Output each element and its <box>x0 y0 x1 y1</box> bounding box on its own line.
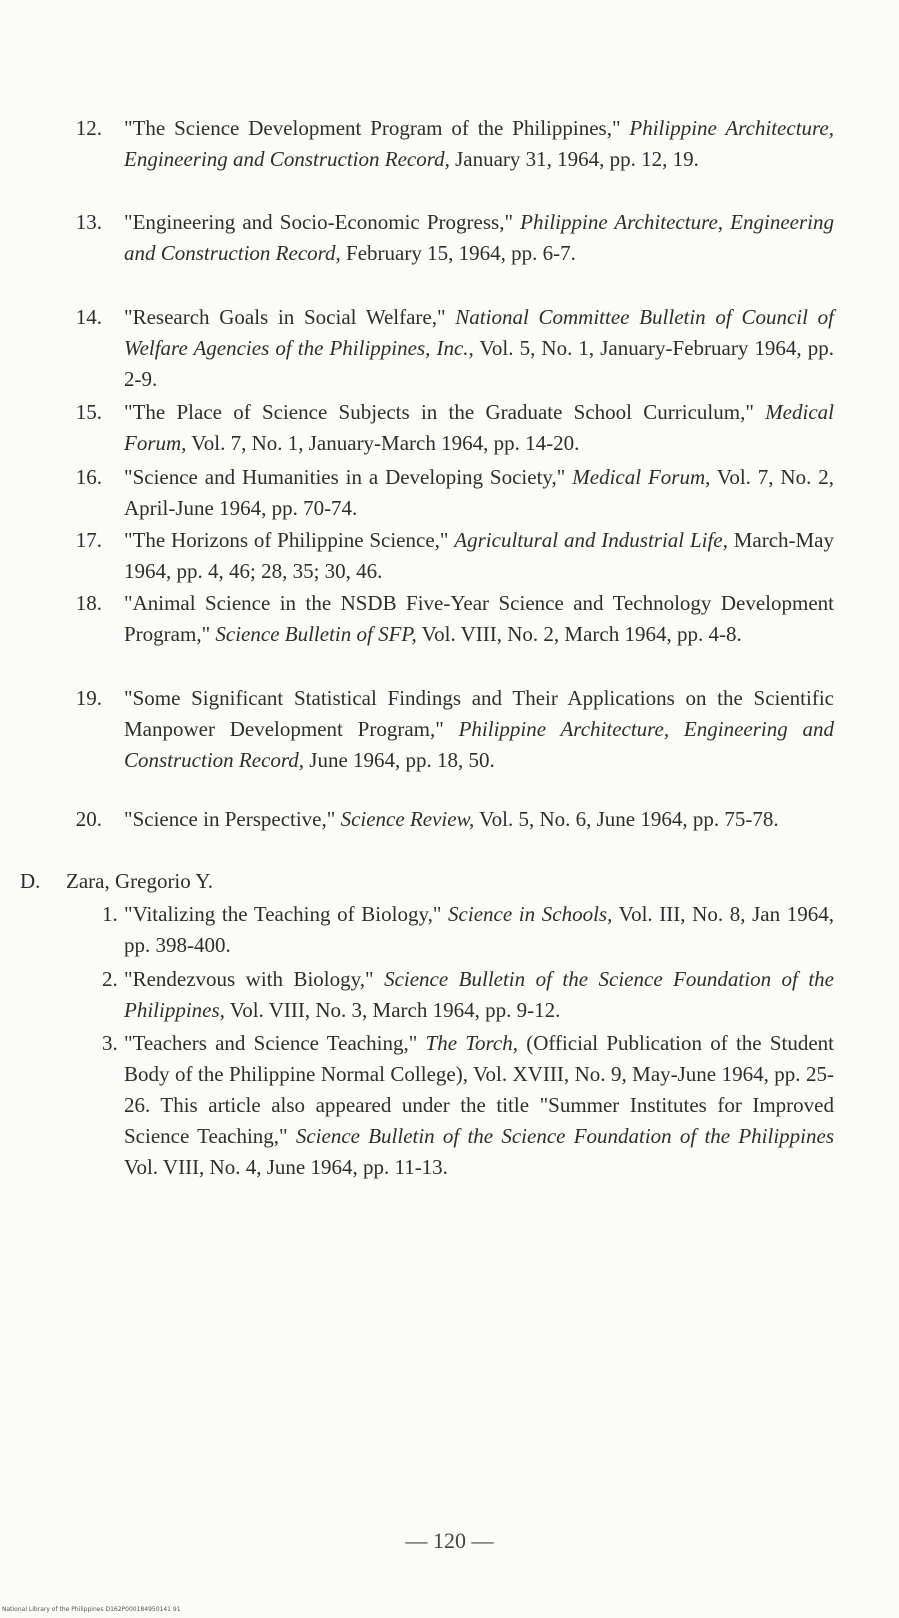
entry-publication: Science Bulletin of the Science Foundation of the Philippines, <box>124 967 835 1022</box>
entry-publication-alt: Science Bulletin of the Science Foundation of the Philippines <box>295 1124 835 1148</box>
entry-text <box>124 528 834 583</box>
entry-text <box>124 210 834 265</box>
bibliography-subentry-1 <box>102 899 834 961</box>
entry-number: 15. <box>75 400 102 424</box>
entry-number: 18. <box>75 591 102 615</box>
entry-text <box>124 400 834 455</box>
entry-details: June 1964, pp. 18, 50. <box>304 748 495 772</box>
scan-footer: National Library of the Philippines D162P000184950141 91 <box>2 1606 181 1613</box>
bibliography-entry-20 <box>75 804 834 835</box>
bibliography-entry-17 <box>75 525 834 587</box>
entry-title: "Animal Science in the NSDB Five-Year Science and Technology Development Program," <box>124 591 834 646</box>
entry-details: Vol. 7, No. 1, January-March 1964, pp. 14-20. <box>186 431 580 455</box>
entry-number: 3. <box>102 1031 118 1055</box>
bibliography-subentry-2 <box>102 964 835 1026</box>
entry-text <box>124 807 779 831</box>
entry-text <box>124 1031 834 1179</box>
bibliography-entry-18 <box>75 588 834 650</box>
entry-details: Vol. 5, No. 6, June 1964, pp. 75-78. <box>474 807 779 831</box>
entry-publication: Medical Forum, <box>124 400 834 455</box>
page-number: — 120 — <box>405 1528 494 1553</box>
author-section-heading <box>20 866 213 897</box>
entry-details-alt: Vol. VIII, No. 4, June 1964, pp. 11-13. <box>124 1155 448 1179</box>
entry-number: 20. <box>75 807 102 831</box>
entry-details: Vol. VIII, No. 2, March 1964, pp. 4-8. <box>416 622 742 646</box>
entry-title: "Research Goals in Social Welfare," <box>124 305 456 329</box>
entry-publication: Science in Schools, <box>448 902 613 926</box>
entry-number: 19. <box>75 686 102 710</box>
section-letter: D. <box>20 869 41 893</box>
entry-number: 16. <box>75 465 102 489</box>
entry-title: "Some Significant Statistical Findings and Their Applications on the Scientific Manpower Development Program," <box>124 686 834 741</box>
bibliography-entry-14 <box>75 302 834 395</box>
entry-text <box>124 686 834 772</box>
entry-number: 14. <box>75 305 102 329</box>
bibliography-entry-15 <box>75 397 834 459</box>
bibliography-subentry-3 <box>102 1028 835 1183</box>
entry-number: 12. <box>75 116 102 140</box>
entry-publication: Philippine Architecture, Engineering and Construction Record, <box>124 717 834 772</box>
entry-number: 1. <box>102 902 118 926</box>
entry-publication: The Torch, <box>425 1031 518 1055</box>
entry-title: "The Science Development Program of the Philippines," <box>124 116 630 140</box>
entry-details: Vol. VIII, No. 3, March 1964, pp. 9-12. <box>224 998 561 1022</box>
entry-title: "The Place of Science Subjects in the Graduate School Curriculum," <box>124 400 766 424</box>
entry-publication: Philippine Architecture, Engineering and Construction Record, <box>124 116 834 171</box>
entry-number: 2. <box>102 967 118 991</box>
entry-publication: Medical Forum, <box>572 465 711 489</box>
entry-details: March-May 1964, pp. 4, 46; 28, 35; 30, 46. <box>124 528 834 583</box>
entry-number: 13. <box>75 210 102 234</box>
entry-details: January 31, 1964, pp. 12, 19. <box>449 147 699 171</box>
entry-text <box>124 465 834 520</box>
entry-text <box>124 591 834 646</box>
entry-publication: Philippine Architecture, Engineering and Construction Record, <box>124 210 834 265</box>
entry-text <box>124 305 834 391</box>
author-name: Zara, Gregorio Y. <box>66 869 213 893</box>
entry-publication: National Committee Bulletin of Council of Welfare Agencies of the Philippines, Inc., <box>124 305 834 360</box>
entry-title: "The Horizons of Philippine Science," <box>124 528 455 552</box>
bibliography-entry-19 <box>75 683 834 776</box>
entry-details: Vol. 7, No. 2, April-June 1964, pp. 70-74. <box>124 465 834 520</box>
entry-title: "Science in Perspective," <box>124 807 341 831</box>
bibliography-entry-12 <box>75 113 834 175</box>
entry-text <box>124 116 834 171</box>
entry-details: Vol. III, No. 8, Jan 1964, pp. 398-400. <box>124 902 834 957</box>
entry-number: 17. <box>75 528 102 552</box>
entry-publication: Science Bulletin of SFP, <box>215 622 417 646</box>
bibliography-entry-13 <box>75 207 834 269</box>
entry-title: "Vitalizing the Teaching of Biology," <box>124 902 449 926</box>
entry-publication: Agricultural and Industrial Life, <box>454 528 728 552</box>
entry-publication: Science Review, <box>340 807 475 831</box>
entry-text <box>124 967 834 1022</box>
entry-title: "Rendezvous with Biology," <box>124 967 385 991</box>
entry-details: Vol. 5, No. 1, January-February 1964, pp. 2-9. <box>124 336 834 391</box>
entry-title: "Engineering and Socio-Economic Progress," <box>124 210 521 234</box>
entry-details: February 15, 1964, pp. 6-7. <box>340 241 576 265</box>
entry-details: (Official Publication of the Student Body of the Philippine Normal College), Vol. XVIII, No. 9, May-June 1964, pp. 25-26. This article also appeared under the title "Summer Institutes for Improved Science Teaching," <box>124 1031 834 1148</box>
entry-title: "Teachers and Science Teaching," <box>124 1031 426 1055</box>
entry-text <box>124 902 834 957</box>
entry-title: "Science and Humanities in a Developing Society," <box>124 465 573 489</box>
bibliography-entry-16 <box>75 462 834 524</box>
